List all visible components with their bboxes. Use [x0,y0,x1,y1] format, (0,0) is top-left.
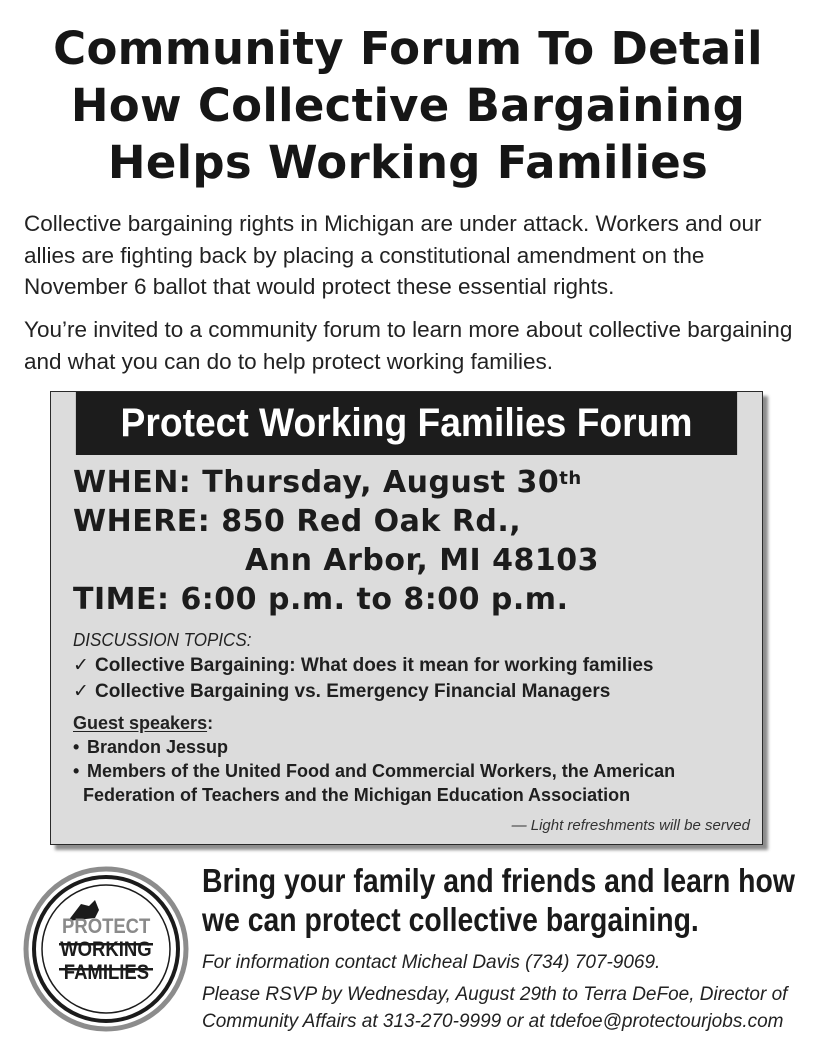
bullet-icon: • [73,737,80,757]
logo-text [23,866,189,1032]
time-value: 6:00 p.m. to 8:00 p.m. [180,582,569,617]
logo-line-2: WORKING [60,937,152,961]
guest-speakers-heading [73,711,762,735]
refreshments-note: — Light refreshments will be served [511,817,750,834]
time-label: TIME: [73,582,170,617]
speaker-continuation: Federation of Teachers and the Michigan Education Association [83,785,631,805]
checkmark-icon: ✓ [73,681,89,702]
forum-details-box [50,391,763,845]
discussion-topics-heading [73,627,707,653]
speaker-text: Members of the United Food and Commercial Workers, the American [87,761,676,781]
headline-line-1: Community Forum To Detail [53,22,763,75]
headline-line-2: How Collective Bargaining [70,79,746,132]
logo-line-3: FAMILIES [63,960,149,984]
topic-text: Collective Bargaining: What does it mean for working families [95,655,654,676]
topics-heading-text: DISCUSSION TOPICS [73,629,247,650]
cta-line-2: we can protect collective bargaining. [202,901,699,938]
speakers-heading-text: Guest speakers [73,713,208,733]
rsvp-info: Please RSVP by Wednesday, August 29th to Terra DeFoe, Director of Community Affairs at 313-270-9999 or at tdefoe@protectourjobs.com [202,984,788,1032]
forum-title: Protect Working Families Forum [76,392,737,455]
headline [0,20,816,191]
topic-item [73,679,762,705]
logo-line-1: PROTECT [61,914,151,938]
where-line-1: 850 Red Oak Rd., [221,504,522,539]
forum-time [73,580,762,619]
cta-line-1: Bring your family and friends and learn how [202,862,795,899]
speaker-text: Brandon Jessup [87,737,229,757]
when-label: WHEN: [73,465,192,500]
headline-line-3: Helps Working Families [107,136,709,189]
where-line-2: Ann Arbor, MI 48103 [245,543,600,578]
bullet-icon: • [73,761,80,781]
speaker-item [73,759,762,783]
topic-text: Collective Bargaining vs. Emergency Financial Managers [95,681,611,702]
call-to-action [202,861,795,939]
forum-where [73,502,762,541]
when-suffix: th [559,468,582,489]
where-label: WHERE: [73,504,211,539]
forum-when [73,463,762,502]
when-value: Thursday, August 30 [202,465,560,500]
protect-working-families-logo [23,866,189,1032]
checkmark-icon: ✓ [73,655,89,676]
intro-paragraph-2: You’re invited to a community forum to learn more about collective bargaining and what you can do to help protect working families. [24,317,793,374]
topics-heading-colon: : [246,629,252,650]
contact-info: For information contact Micheal Davis (734) 707-9069. [202,952,661,973]
topic-item [73,653,762,679]
intro-paragraph-1: Collective bargaining rights in Michigan are under attack. Workers and our allies are fighting back by placing a constitutional amendment on the November 6 ballot that would protect these essential rights. [24,211,762,299]
speakers-heading-colon: : [207,713,214,733]
speaker-item [73,735,762,759]
forum-body [51,463,762,807]
